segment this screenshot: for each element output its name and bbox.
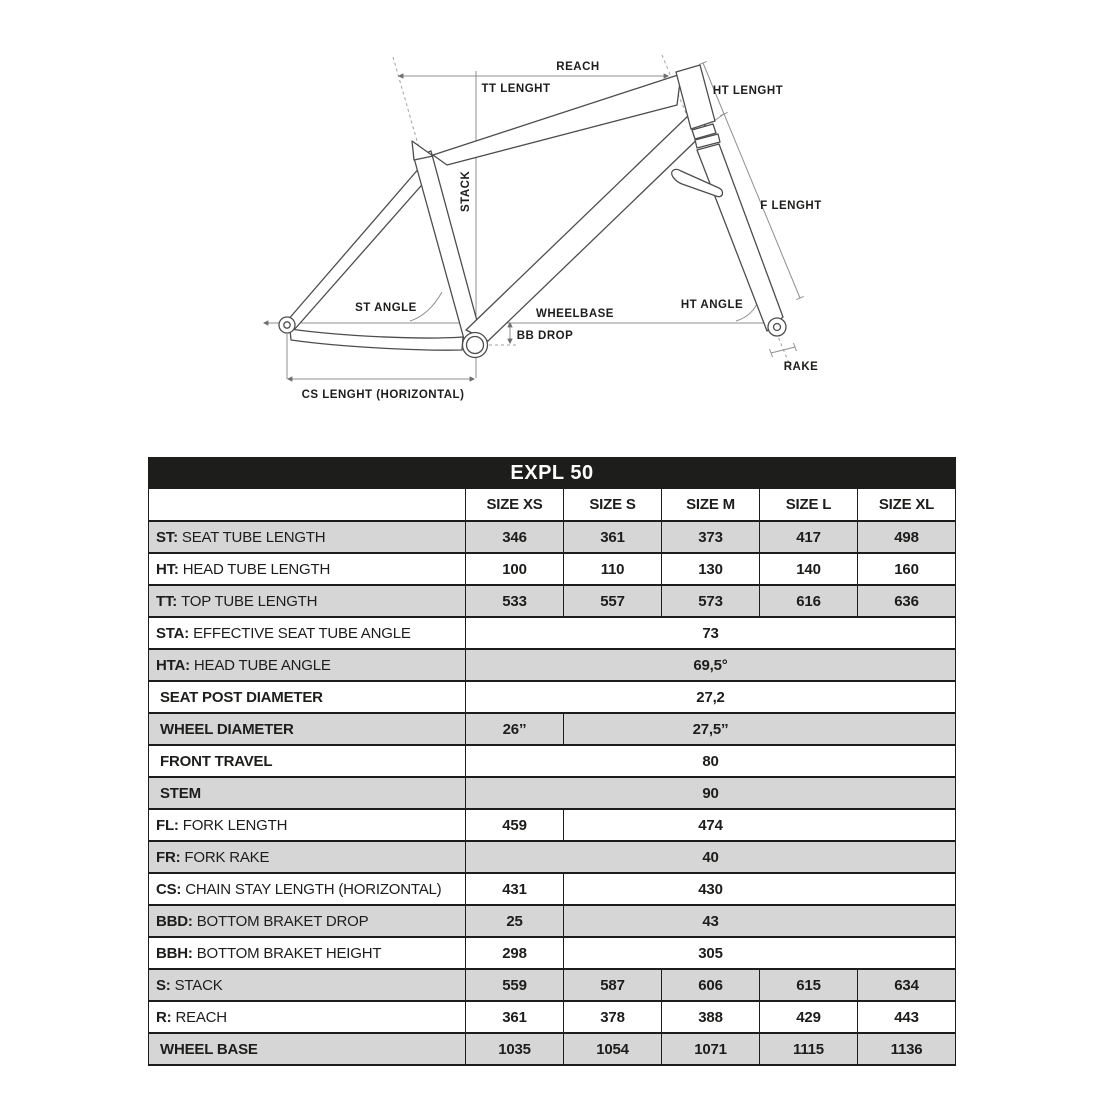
cell-value: 417 — [760, 521, 858, 553]
row-label: WHEEL BASE — [149, 1033, 466, 1065]
row-label: ST: SEAT TUBE LENGTH — [149, 521, 466, 553]
table-row-chain-stay-length — [149, 873, 956, 905]
cell-value: 298 — [466, 937, 564, 969]
cell-value: 429 — [760, 1001, 858, 1033]
cell-value: 1115 — [760, 1033, 858, 1065]
table-row-head-tube-length — [149, 553, 956, 585]
cell-value: 305 — [564, 937, 956, 969]
row-label: BBD: BOTTOM BRAKET DROP — [149, 905, 466, 937]
cell-value: 73 — [466, 617, 956, 649]
row-label: FRONT TRAVEL — [149, 745, 466, 777]
table-row-seat-post-diameter — [149, 681, 956, 713]
cell-value: 40 — [466, 841, 956, 873]
cell-value: 557 — [564, 585, 662, 617]
col-header-size-xl: SIZE XL — [858, 488, 956, 521]
cell-value: 80 — [466, 745, 956, 777]
cell-value: 26’’ — [466, 713, 564, 745]
size-header-row — [149, 488, 956, 521]
cell-value: 130 — [662, 553, 760, 585]
table-row-bottom-bracket-height — [149, 937, 956, 969]
row-label: S: STACK — [149, 969, 466, 1001]
cell-value: 110 — [564, 553, 662, 585]
cell-value: 100 — [466, 553, 564, 585]
table-row-stack — [149, 969, 956, 1001]
cell-value: 160 — [858, 553, 956, 585]
col-header-size-xs: SIZE XS — [466, 488, 564, 521]
col-header-size-l: SIZE L — [760, 488, 858, 521]
reach-label: REACH — [556, 61, 600, 73]
cell-value: 498 — [858, 521, 956, 553]
table-row-fork-rake — [149, 841, 956, 873]
cell-value: 443 — [858, 1001, 956, 1033]
row-label: HT: HEAD TUBE LENGTH — [149, 553, 466, 585]
table-row-front-travel — [149, 745, 956, 777]
row-label: FR: FORK RAKE — [149, 841, 466, 873]
table-row-bottom-bracket-drop — [149, 905, 956, 937]
cell-value: 636 — [858, 585, 956, 617]
col-header-size-s: SIZE S — [564, 488, 662, 521]
row-label: WHEEL DIAMETER — [149, 713, 466, 745]
table-row-wheel-diameter — [149, 713, 956, 745]
cell-value: 459 — [466, 809, 564, 841]
model-title: EXPL 50 — [149, 458, 956, 488]
row-label: STEM — [149, 777, 466, 809]
table-title-row — [149, 458, 956, 488]
geometry-spec-table — [148, 457, 956, 1066]
empty-header-cell — [149, 488, 466, 521]
cell-value: 140 — [760, 553, 858, 585]
cell-value: 606 — [662, 969, 760, 1001]
cell-value: 69,5° — [466, 649, 956, 681]
rake-label: RAKE — [783, 361, 819, 373]
cell-value: 361 — [564, 521, 662, 553]
cell-value: 43 — [564, 905, 956, 937]
table-row-reach — [149, 1001, 956, 1033]
cell-value: 346 — [466, 521, 564, 553]
cell-value: 474 — [564, 809, 956, 841]
tt-length-label: TT LENGHT — [481, 83, 551, 95]
st-angle-label: ST ANGLE — [355, 302, 417, 314]
stack-label: STACK — [460, 170, 472, 212]
cell-value: 533 — [466, 585, 564, 617]
cell-value: 388 — [662, 1001, 760, 1033]
cell-value: 559 — [466, 969, 564, 1001]
cell-value: 90 — [466, 777, 956, 809]
row-label: TT: TOP TUBE LENGTH — [149, 585, 466, 617]
row-label: SEAT POST DIAMETER — [149, 681, 466, 713]
cell-value: 587 — [564, 969, 662, 1001]
cell-value: 431 — [466, 873, 564, 905]
cell-value: 378 — [564, 1001, 662, 1033]
table-row-stem — [149, 777, 956, 809]
f-length-label: F LENGHT — [760, 200, 822, 212]
row-label: R: REACH — [149, 1001, 466, 1033]
table-row-wheel-base — [149, 1033, 956, 1065]
row-label: FL: FORK LENGTH — [149, 809, 466, 841]
cell-value: 1071 — [662, 1033, 760, 1065]
row-label: STA: EFFECTIVE SEAT TUBE ANGLE — [149, 617, 466, 649]
cell-value: 25 — [466, 905, 564, 937]
cell-value: 615 — [760, 969, 858, 1001]
table-row-seat-tube-length — [149, 521, 956, 553]
row-label: BBH: BOTTOM BRAKET HEIGHT — [149, 937, 466, 969]
table-row-seat-tube-angle — [149, 617, 956, 649]
cell-value: 634 — [858, 969, 956, 1001]
cell-value: 27,2 — [466, 681, 956, 713]
bike-geometry-diagram — [0, 0, 1100, 450]
cell-value: 616 — [760, 585, 858, 617]
wheelbase-label: WHEELBASE — [536, 308, 614, 320]
cell-value: 1035 — [466, 1033, 564, 1065]
cell-value: 1136 — [858, 1033, 956, 1065]
cell-value: 361 — [466, 1001, 564, 1033]
cell-value: 573 — [662, 585, 760, 617]
row-label: CS: CHAIN STAY LENGTH (HORIZONTAL) — [149, 873, 466, 905]
cell-value: 373 — [662, 521, 760, 553]
bb-drop-label: BB DROP — [516, 330, 574, 342]
cell-value: 1054 — [564, 1033, 662, 1065]
row-label: HTA: HEAD TUBE ANGLE — [149, 649, 466, 681]
cs-length-label: CS LENGHT (HORIZONTAL) — [301, 389, 465, 401]
cell-value: 430 — [564, 873, 956, 905]
table-row-head-tube-angle — [149, 649, 956, 681]
table-row-fork-length — [149, 809, 956, 841]
cell-value: 27,5’’ — [564, 713, 956, 745]
table-row-top-tube-length — [149, 585, 956, 617]
ht-length-label: HT LENGHT — [712, 85, 784, 97]
ht-angle-label: HT ANGLE — [680, 299, 744, 311]
col-header-size-m: SIZE M — [662, 488, 760, 521]
